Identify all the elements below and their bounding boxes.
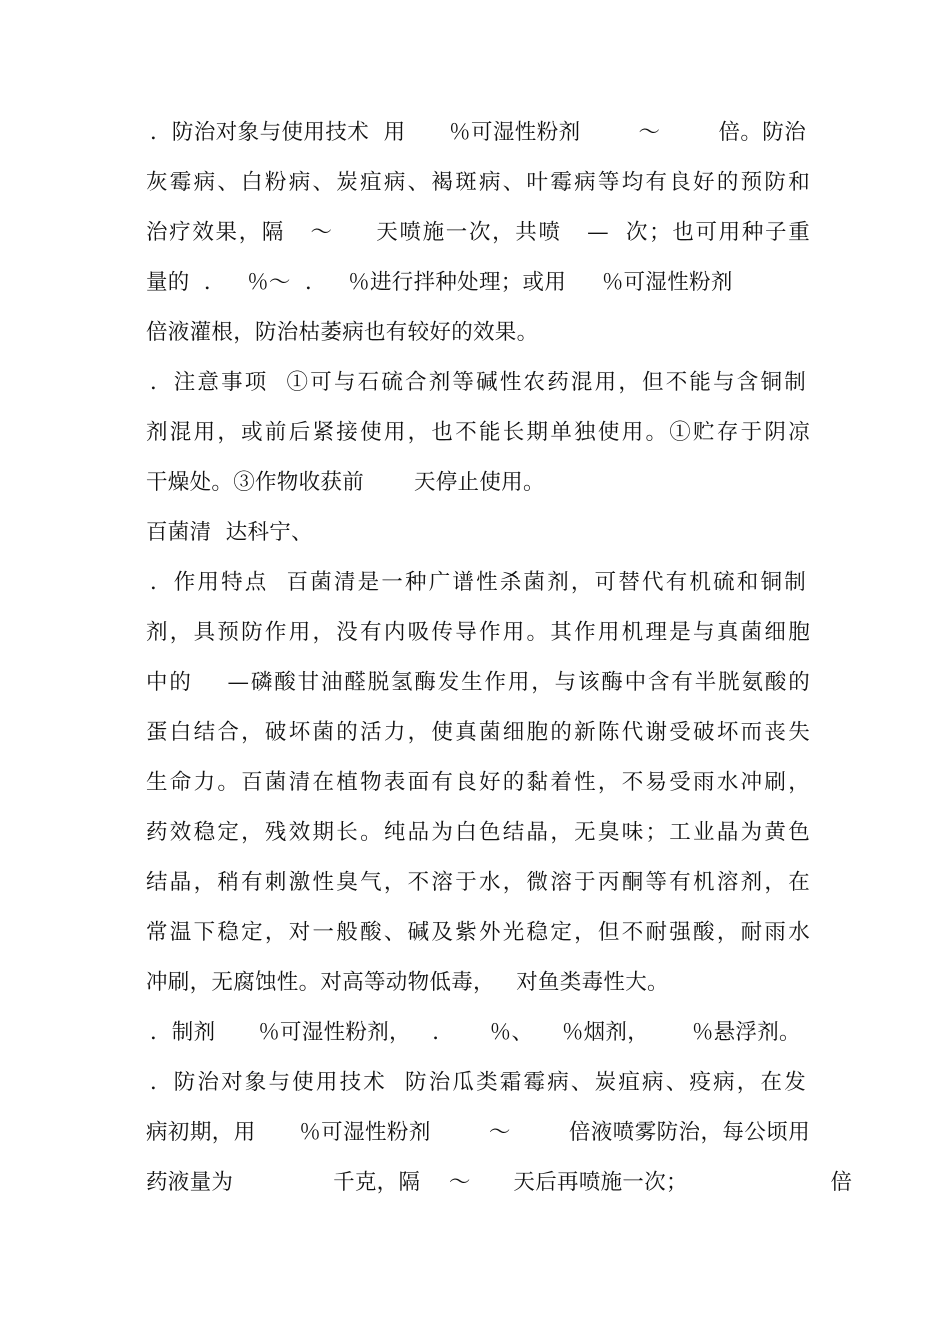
- section-heading: 百菌清 达科宁、: [146, 520, 313, 545]
- text-line-5: 倍液灌根，防治枯萎病也有较好的效果。: [146, 320, 539, 345]
- text-line-20: ．防治对象与使用技术 防治瓜类霜霉病、炭疽病、疫病，在发: [150, 1070, 806, 1095]
- text-line-18: 冲刷，无腐蚀性。对高等动物低毒， 对鱼类毒性大。: [146, 970, 669, 995]
- text-line-11: 剂，具预防作用，没有内吸传导作用。其作用机理是与真菌细胞: [146, 620, 810, 645]
- text-line-19: ．制剂 ％可湿性粉剂， ． ％、 ％烟剂， ％悬浮剂。: [150, 1020, 801, 1045]
- text-line-4: 量的 ． ％～ ． ％进行拌种处理；或用 ％可湿性粉剂: [146, 270, 733, 295]
- text-line-7: 剂混用，或前后紧接使用，也不能长期单独使用。①贮存于阴凉: [146, 420, 810, 445]
- text-line-12: 中的 —磷酸甘油醛脱氢酶发生作用，与该酶中含有半胱氨酸的: [146, 670, 810, 695]
- text-line-10: ．作用特点 百菌清是一种广谱性杀菌剂，可替代有机硫和铜制: [150, 570, 806, 595]
- text-line-16: 结晶，稍有刺激性臭气，不溶于水，微溶于丙酮等有机溶剂，在: [146, 870, 810, 895]
- text-line-13: 蛋白结合，破坏菌的活力，使真菌细胞的新陈代谢受破坏而丧失: [146, 720, 810, 745]
- text-line-8: 干燥处。③作物收获前 天停止使用。: [146, 470, 545, 495]
- text-line-1: ．防治对象与使用技术 用 ％可湿性粉剂 ～ 倍。防治: [150, 120, 806, 145]
- text-line-14: 生命力。百菌清在植物表面有良好的黏着性，不易受雨水冲刷，: [146, 770, 810, 795]
- text-line-21: 病初期，用 ％可湿性粉剂 ～ 倍液喷雾防治，每公顷用: [146, 1120, 810, 1145]
- text-line-2: 灰霉病、白粉病、炭疽病、褐斑病、叶霉病等均有良好的预防和: [146, 170, 810, 195]
- text-line-6: ．注意事项 ①可与石硫合剂等碱性农药混用，但不能与含铜制: [150, 370, 806, 395]
- text-line-22: 药液量为 千克，隔 ～ 天后再喷施一次； 倍: [146, 1170, 853, 1195]
- text-line-3: 治疗效果，隔 ～ 天喷施一次，共喷 — 次；也可用种子重: [146, 220, 810, 245]
- text-line-17: 常温下稳定，对一般酸、碱及紫外光稳定，但不耐强酸，耐雨水: [146, 920, 810, 945]
- text-line-15: 药效稳定，残效期长。纯品为白色结晶，无臭味；工业晶为黄色: [146, 820, 810, 845]
